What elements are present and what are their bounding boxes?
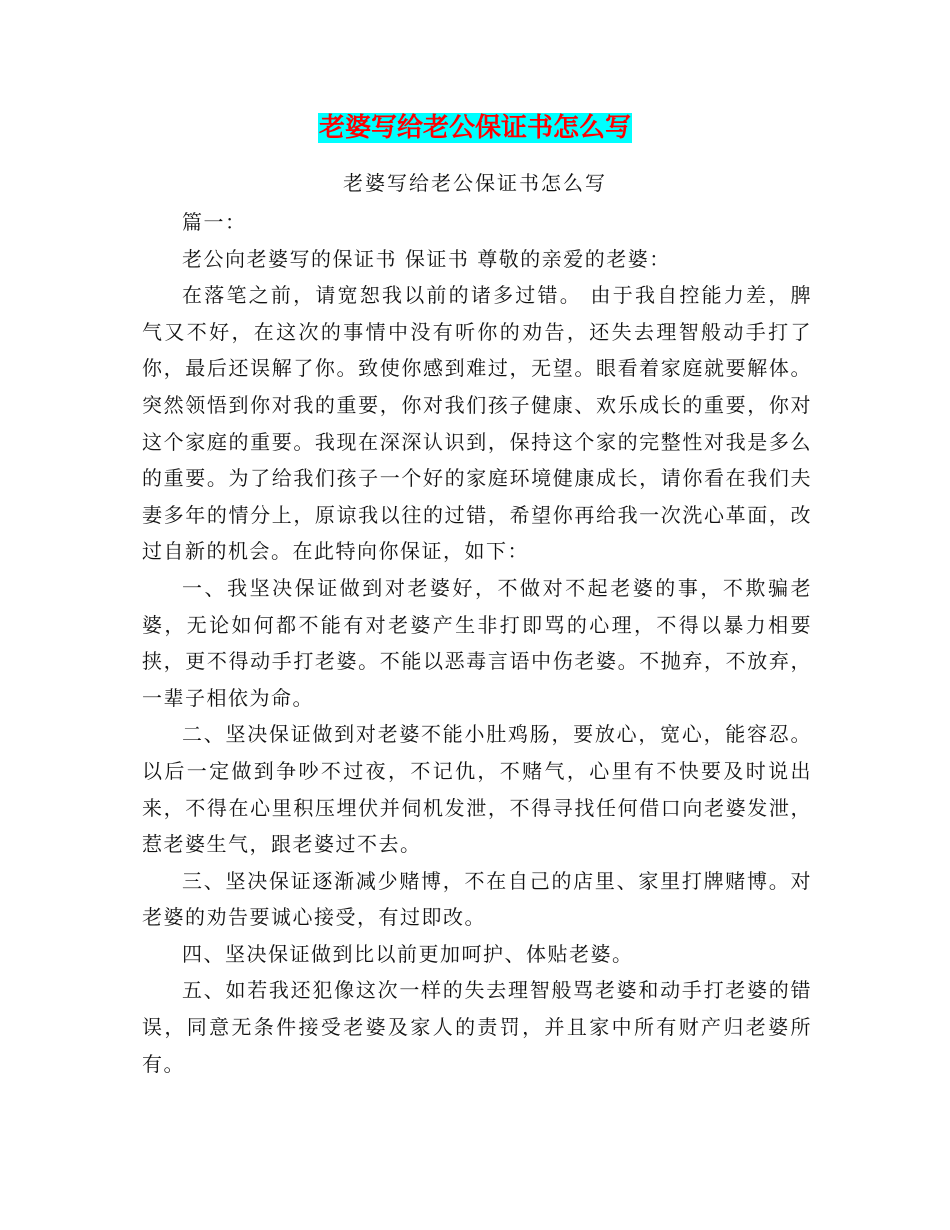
document-body	[142, 204, 812, 1082]
paragraph-pledge-5: 五、如若我还犯像这次一样的失去理智般骂老婆和动手打老婆的错误，同意无条件接受老婆及家人的责罚，并且家中所有财产归老婆所有。	[142, 978, 812, 1076]
paragraph-apology: 在落笔之前，请宽恕我以前的诸多过错。 由于我自控能力差，脾气又不好，在这次的事情中没有听你的劝告，还失去理智般动手打了你，最后还误解了你。致使你感到难过，无望。眼看着家庭就要解体。突然领悟到你对我的重要，你对我们孩子健康、欢乐成长的重要，你对这个家庭的重要。我现在深深认识到，保持这个家的完整性对我是多么的重要。为了给我们孩子一个好的家庭环境健康成长，请你看在我们夫妻多年的情分上，原谅我以往的过错，希望你再给我一次洗心革面，改过自新的机会。在此特向你保证，如下：	[142, 283, 812, 564]
paragraph-pledge-4: 四、坚决保证做到比以前更加呵护、体贴老婆。	[182, 941, 634, 966]
title-container	[0, 113, 950, 143]
document-subtitle: 老婆写给老公保证书怎么写	[343, 171, 607, 195]
paragraph-section-label: 篇一：	[182, 210, 247, 234]
paragraph-pledge-1: 一、我坚决保证做到对老婆好，不做对不起老婆的事，不欺骗老婆，无论如何都不能有对老婆产生非打即骂的心理，不得以暴力相要挟，更不得动手打老婆。不能以恶毒言语中伤老婆。不抛弃，不放弃，一辈子相依为命。	[142, 575, 812, 710]
paragraph-pledge-3: 三、坚决保证逐渐减少赌博，不在自己的店里、家里打牌赌博。对老婆的劝告要诚心接受，有过即改。	[142, 868, 812, 930]
paragraph-heading-line: 老公向老婆写的保证书 保证书 尊敬的亲爱的老婆：	[182, 246, 671, 271]
document-title: 老婆写给老公保证书怎么写	[318, 113, 631, 143]
paragraph-pledge-2: 二、坚决保证做到对老婆不能小肚鸡肠，要放心，宽心，能容忍。以后一定做到争吵不过夜，不记仇，不赌气，心里有不快要及时说出来，不得在心里积压埋伏并伺机发泄，不得寻找任何借口向老婆发泄，惹老婆生气，跟老婆过不去。	[142, 722, 812, 857]
